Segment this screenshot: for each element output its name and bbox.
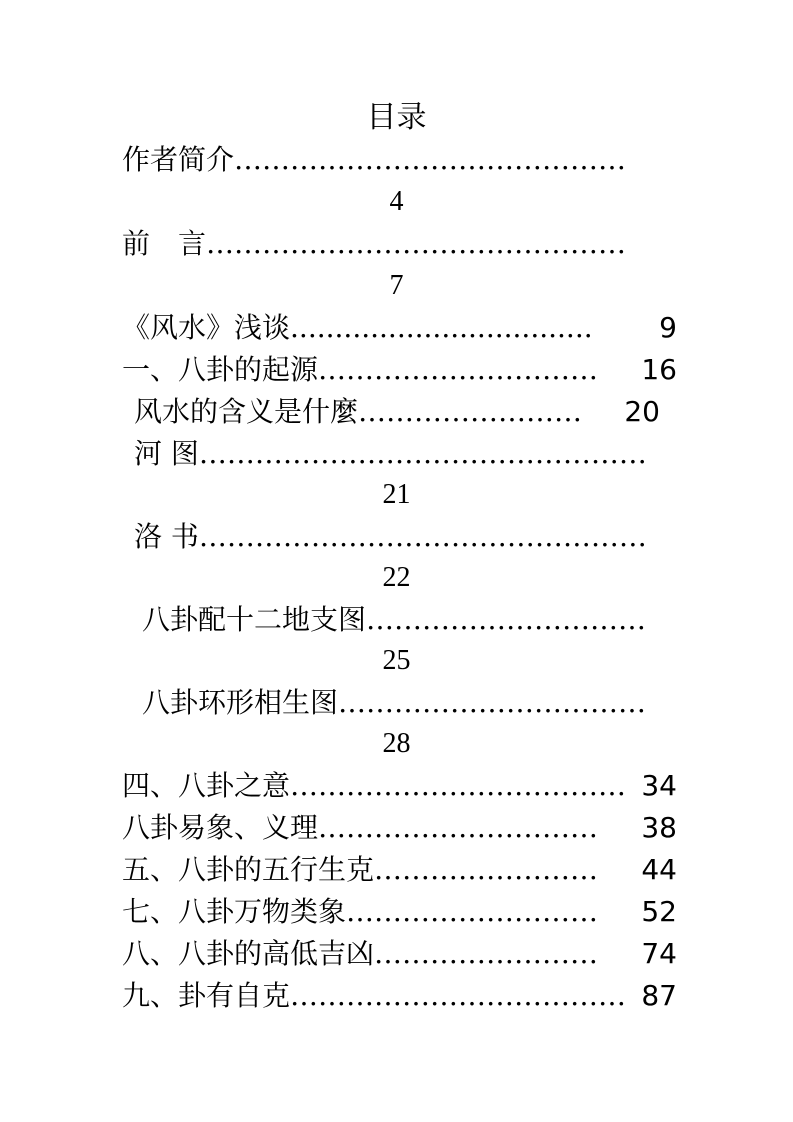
toc-entry-bagua-categories[interactable] — [122, 892, 677, 932]
toc-leader-dots: ……………………………… — [290, 769, 627, 802]
toc-entry-label: 一、八卦的起源 — [122, 353, 319, 386]
toc-entry-bagua-earthly-branches[interactable] — [142, 600, 646, 640]
toc-entry-preface[interactable] — [122, 224, 626, 264]
toc-leader-dots: .................................. — [290, 311, 593, 344]
toc-leader-dots: ……………………………………… — [206, 227, 627, 260]
toc-entry-fengshui-talk[interactable] — [122, 308, 677, 348]
toc-leader-dots: ………………………… — [318, 811, 599, 844]
toc-title: 目录 — [366, 100, 427, 135]
toc-entry-five-elements[interactable] — [122, 850, 677, 890]
toc-entry-page-number: 16 — [641, 353, 677, 386]
toc-entry-author-intro[interactable] — [122, 140, 626, 180]
toc-entry-bagua-meaning[interactable] — [122, 766, 677, 806]
toc-entry-page-number: 9 — [659, 311, 677, 344]
toc-entry-page-number[interactable]: 25 — [382, 645, 411, 676]
toc-entry-page-number: 20 — [624, 395, 660, 428]
toc-leader-dots: …………………… — [374, 937, 599, 970]
toc-entry-hetu[interactable] — [134, 434, 647, 474]
toc-entry-label: 四、八卦之意 — [122, 769, 291, 802]
toc-entry-page-number: 34 — [641, 769, 677, 802]
toc-entry-page-number[interactable]: 4 — [389, 186, 404, 217]
toc-entry-page-number: 52 — [641, 895, 677, 928]
toc-entry-label: 八、八卦的高低吉凶 — [122, 937, 375, 970]
toc-leader-dots: ………………………………………… — [198, 520, 647, 553]
toc-entry-page-number[interactable]: 7 — [389, 270, 404, 301]
toc-entry-fengshui-meaning[interactable] — [134, 392, 660, 432]
toc-entry-bagua-fortune[interactable] — [122, 934, 677, 974]
toc-entry-page-number: 74 — [641, 937, 677, 970]
toc-entry-page-number[interactable]: 21 — [382, 479, 411, 510]
toc-entry-label: 河 图 — [134, 437, 199, 470]
toc-leader-dots: …………………………………… — [234, 143, 627, 176]
toc-entry-label: 《风水》浅谈 — [122, 311, 291, 344]
toc-leader-dots: …………………… — [374, 853, 599, 886]
toc-entry-label: 八卦易象、义理 — [122, 811, 319, 844]
toc-leader-dots: …………………………… — [338, 686, 647, 719]
toc-entry-label: 八卦配十二地支图 — [142, 603, 367, 636]
toc-entry-luoshu[interactable] — [134, 517, 647, 557]
toc-entry-label: 九、卦有自克 — [122, 979, 291, 1012]
toc-entry-page-number[interactable]: 22 — [382, 562, 411, 593]
toc-entry-origin-bagua[interactable] — [122, 350, 677, 390]
toc-entry-label: 风水的含义是什麼 — [134, 395, 359, 428]
toc-entry-page-number[interactable]: 28 — [382, 728, 411, 759]
toc-entry-label: 作者简介 — [122, 143, 235, 176]
toc-leader-dots: ………………………………………… — [198, 437, 647, 470]
toc-entry-page-number: 87 — [641, 979, 677, 1012]
toc-leader-dots: ……………………… — [346, 895, 599, 928]
toc-leader-dots: ………………………… — [318, 353, 599, 386]
toc-entry-label: 五、八卦的五行生克 — [122, 853, 375, 886]
toc-entry-bagua-ring[interactable] — [142, 683, 646, 723]
toc-entry-self-conflict[interactable] — [122, 976, 677, 1016]
toc-entry-page-number: 38 — [641, 811, 677, 844]
toc-leader-dots: ……………………………… — [290, 979, 627, 1012]
toc-entry-label: 前 言 — [122, 227, 207, 260]
toc-leader-dots: ………………………… — [366, 603, 647, 636]
toc-entry-page-number: 44 — [641, 853, 677, 886]
toc-entry-label: 洛 书 — [134, 520, 199, 553]
toc-leader-dots: …………………… — [358, 395, 583, 428]
toc-entry-label: 七、八卦万物类象 — [122, 895, 347, 928]
toc-entry-bagua-images[interactable] — [122, 808, 677, 848]
toc-entry-label: 八卦环形相生图 — [142, 686, 339, 719]
